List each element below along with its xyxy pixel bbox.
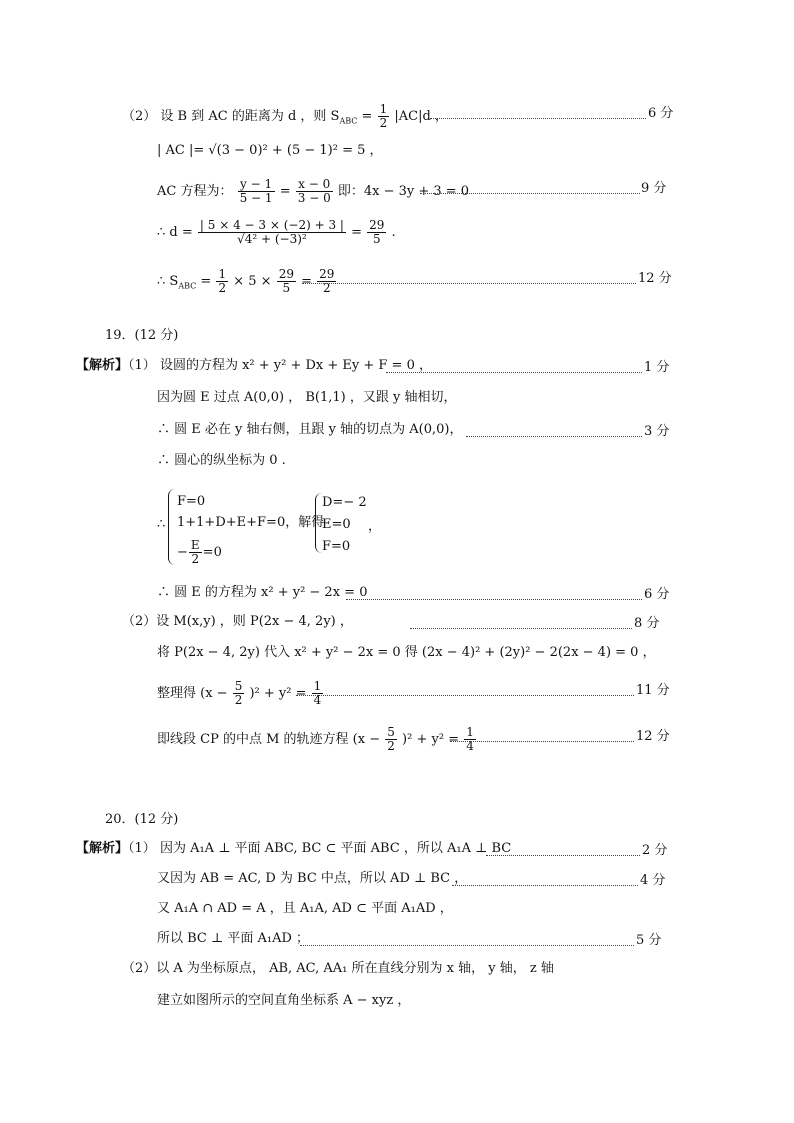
left-brace — [315, 493, 322, 553]
fraction: $\frac{| 5 \times 4 - 3 \times (-2) + 3 |}{\text{√4² + (−3)²}}$ — [199, 218, 344, 246]
q19-system-lead: ∴ — [157, 517, 166, 532]
q19-l3: ∴ 圆 E 必在 y 轴右侧，且跟 y 轴的切点为 A(0,0)， — [157, 422, 463, 437]
fraction: $\frac{29}{5}$ — [278, 267, 294, 295]
q19-system-eq3 — [177, 539, 222, 566]
q19-part1-line1 — [76, 357, 432, 375]
q18-ac-equation — [157, 178, 469, 205]
fraction: $\frac{29}{2}$ — [319, 267, 335, 295]
equals-sign: = — [279, 184, 291, 199]
leader-dots — [386, 372, 642, 373]
q19-m4 — [157, 726, 477, 753]
leader-dots — [450, 741, 634, 742]
fraction: $\frac{5}{2}$ — [234, 679, 243, 707]
score-1: 1 分 — [644, 360, 670, 375]
score-9: 9 分 — [641, 181, 667, 196]
q19-part2-m1 — [122, 613, 353, 631]
q19-l2: 因为圆 E 过点 A(0,0) ， B(1,1) ，又跟 y 轴相切， — [157, 390, 457, 405]
q18-part2-line1 — [122, 103, 448, 131]
score-12: 12 分 — [636, 729, 670, 744]
q19-part2-label: （2） — [122, 614, 157, 629]
q19-m4-mid: )² + y² = — [402, 732, 460, 747]
q20-l5-text: 以 A 为坐标原点， AB, AC, AA₁ 所在直线分别为 x 轴， y 轴， z 轴 — [156, 961, 554, 976]
fraction: $\frac{1}{2}$ — [218, 267, 227, 295]
q18-line1-tail: |AC|d ， — [394, 109, 448, 124]
fraction: $\frac{5}{2}$ — [387, 725, 395, 753]
fraction: $\frac{1}{4}$ — [313, 679, 322, 707]
leader-dots — [300, 945, 634, 946]
q18-line5-lead: ∴ S — [157, 274, 179, 289]
q18-line3-tail: 即：4x − 3y + 3 = 0 — [337, 184, 470, 199]
q20-part1-label: （1） — [128, 841, 156, 856]
score-5: 5 分 — [636, 933, 662, 948]
comma: ， — [368, 519, 382, 534]
leader-dots — [420, 193, 640, 194]
q19-part1-label: （1） — [128, 358, 156, 373]
q20-l4: 所以 BC ⊥ 平面 A₁AD ； — [157, 931, 310, 946]
fraction: $\frac{x - 0}{3 - 0}$ — [297, 177, 331, 205]
q19-m3 — [157, 680, 324, 707]
fraction: $\frac{29}{5}$ — [369, 218, 385, 246]
fraction: $\frac{1}{4}$ — [466, 725, 474, 753]
fraction: $\frac{y - 1}{5 - 1}$ — [239, 177, 273, 205]
score-11: 11 分 — [636, 683, 670, 698]
q19-system-eq2 — [177, 514, 324, 532]
equals-sign: = — [301, 274, 313, 289]
equals-sign: = — [361, 109, 373, 124]
q19-l5: ∴ 圆 E 的方程为 x² + y² − 2x = 0 — [157, 585, 368, 600]
q18-ac-length: | AC |= √(3 − 0)² + (5 − 1)² = 5 ， — [157, 143, 383, 158]
q20-l2: 又因为 AB = AC, D 为 BC 中点，所以 AD ⊥ BC ， — [157, 871, 468, 886]
q20-part2-l5 — [122, 960, 554, 978]
q18-part2-label: （2） — [122, 109, 157, 124]
q20-l3: 又 A₁A ∩ AD = A ，且 A₁A, AD ⊂ 平面 A₁AD ， — [157, 901, 453, 916]
q19-m2: 将 P(2x − 4, 2y) 代入 x² + y² − 2x = 0 得 (2x − 4)² + (2y)² − 2(2x − 4) = 0 ， — [157, 645, 656, 660]
analysis-tag: 【解析】 — [76, 841, 129, 856]
q20-part2-label: （2） — [122, 961, 157, 976]
q20-l6: 建立如图所示的空间直角坐标系 A − xyz ， — [157, 993, 411, 1008]
q20-part1-line1 — [76, 840, 511, 858]
leader-dots — [346, 599, 642, 600]
minus-sign: − — [177, 545, 188, 560]
q18-line4-lead: ∴ d = — [157, 225, 193, 240]
q18-line3-lead: AC 方程为： — [157, 184, 233, 199]
q20-heading: 20．(12 分) — [105, 812, 179, 827]
score-12: 12 分 — [638, 271, 672, 286]
leader-dots — [486, 855, 640, 856]
leader-dots — [452, 885, 638, 886]
fraction: $\frac{1}{2}$ — [379, 102, 388, 130]
score-8: 8 分 — [634, 616, 660, 631]
score-6: 6 分 — [648, 106, 674, 121]
q19-l1: 设圆的方程为 x² + y² + Dx + Ey + F = 0 ， — [159, 358, 432, 373]
q19-m1-text: 设 M(x,y) ，则 P(2x − 4, 2y) ， — [156, 614, 353, 629]
q19-system-eq1: F=0 — [177, 494, 206, 509]
score-2: 2 分 — [642, 843, 668, 858]
q18-line5-mid: × 5 × — [233, 274, 272, 289]
leader-dots — [410, 628, 632, 629]
fraction: $\frac{E}{2}$ — [190, 538, 200, 566]
leader-dots — [466, 436, 642, 437]
q19-m3-mid: )² + y² = — [249, 686, 307, 701]
q19-solution-e: E=0 — [322, 517, 351, 532]
q19-l4: ∴ 圆心的纵坐标为 0 . — [157, 453, 286, 468]
q18-distance — [157, 219, 396, 246]
score-4: 4 分 — [640, 873, 666, 888]
period: . — [391, 225, 396, 240]
q20-l1: 因为 A₁A ⊥ 平面 ABC, BC ⊂ 平面 ABC ，所以 A₁A ⊥ BC — [159, 841, 512, 856]
q19-m3-lead: 整理得 (x − — [157, 686, 228, 701]
q19-heading: 19．(12 分) — [105, 328, 179, 343]
q19-solution-f: F=0 — [322, 539, 351, 554]
q18-area — [157, 268, 337, 296]
equals-sign: = — [200, 274, 212, 289]
score-6: 6 分 — [644, 587, 670, 602]
q18-line1-sub: ABC — [339, 116, 358, 126]
q19-solution-d: D=− 2 — [322, 495, 367, 510]
q18-line1-text: 设 B 到 AC 的距离为 d ，则 S — [160, 109, 340, 124]
q18-line5-sub: ABC — [178, 281, 197, 291]
leader-dots — [302, 283, 636, 284]
leader-dots — [296, 695, 634, 696]
q19-system-eq3-post: =0 — [202, 545, 222, 560]
score-3: 3 分 — [644, 424, 670, 439]
leader-dots — [430, 118, 646, 119]
left-brace — [168, 489, 175, 565]
q19-m4-lead: 即线段 CP 的中点 M 的轨迹方程 (x − — [157, 732, 381, 747]
q19-system-solve: ，解得 — [285, 515, 325, 530]
equals-sign: = — [351, 225, 362, 240]
analysis-tag: 【解析】 — [76, 358, 129, 373]
q19-system-eq2-text: 1+1+D+E+F=0 — [177, 515, 286, 530]
